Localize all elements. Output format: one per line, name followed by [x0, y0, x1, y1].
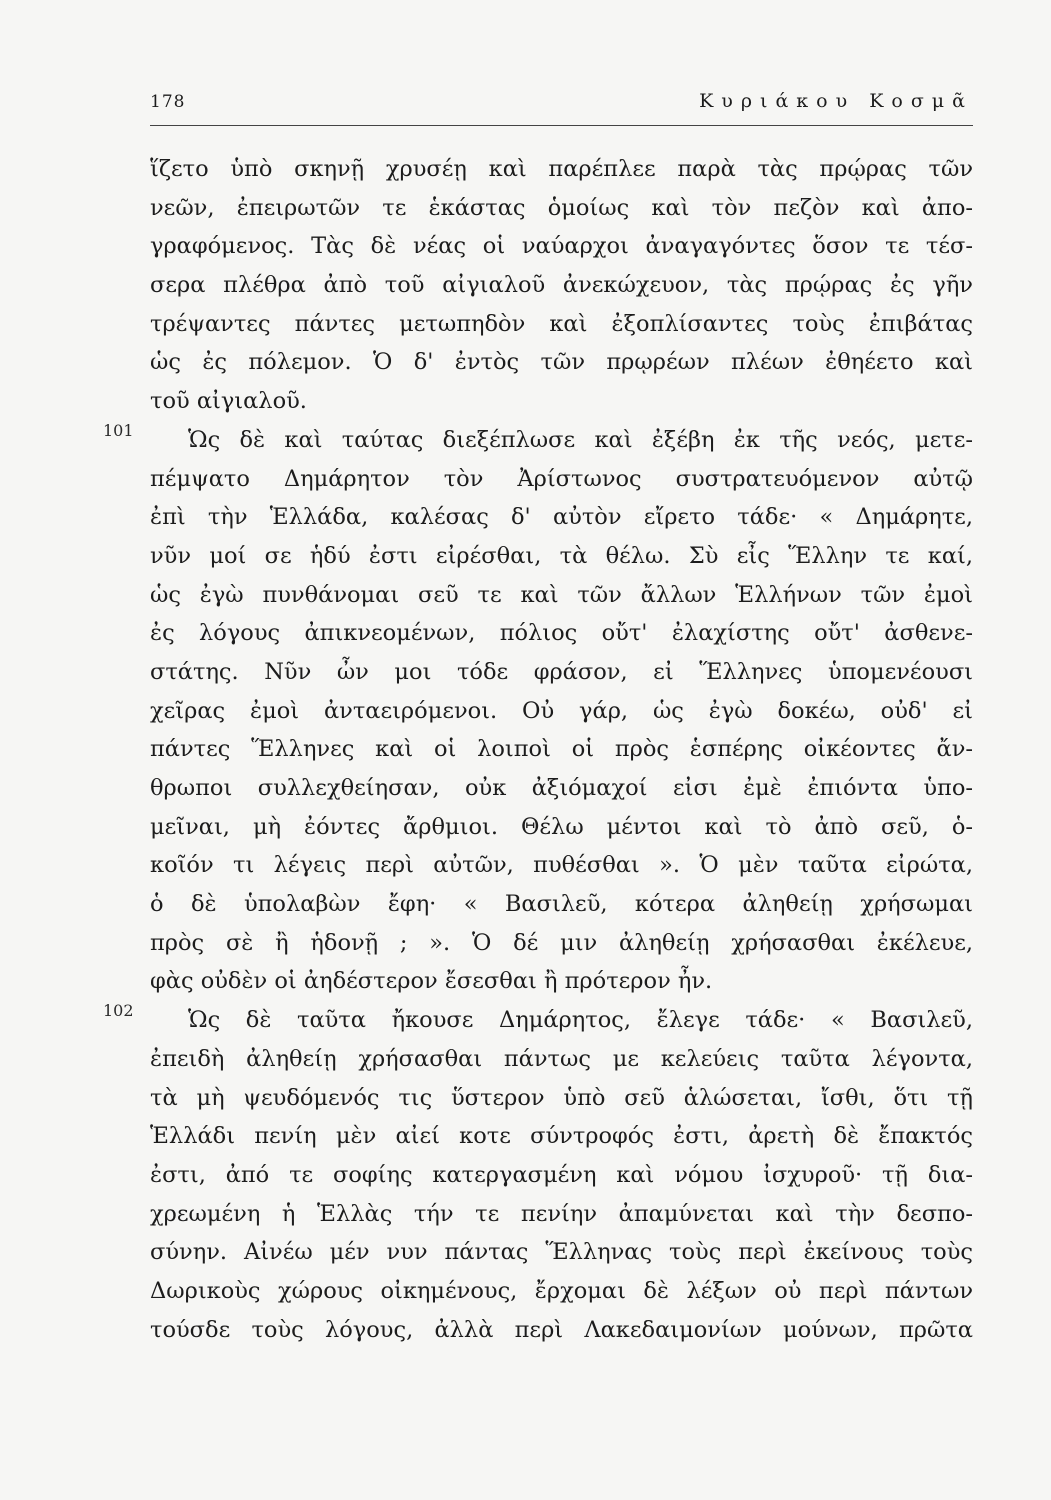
text-line: Ὡς δὲ καὶ ταύτας διεξέπλωσε καὶ ἐξέβη ἐκ τῆς νεός, μετε-: [188, 426, 973, 453]
header-rule: [150, 125, 973, 126]
text-line: Δωρικοὺς χώρους οἰκημένους, ἔρχομαι δὲ λέξων οὐ περὶ πάντων: [150, 1277, 973, 1304]
text-line: ἐς λόγους ἀπικνεομένων, πόλιος οὔτ' ἐλαχίστης οὔτ' ἀσθενε-: [150, 620, 973, 647]
paragraph-102: [103, 1001, 973, 1349]
page-header: [150, 88, 973, 124]
body-text: [103, 150, 973, 1349]
page-number: 178: [150, 92, 186, 112]
text-line: φὰς οὐδὲν οἱ ἀηδέστερον ἔσεσθαι ἢ πρότερον ἦν.: [150, 968, 713, 995]
paragraph-101: [103, 420, 973, 1001]
text-line: τρέψαντες πάντες μετωπηδὸν καὶ ἐξοπλίσαντες τοὺς ἐπιβάτας: [150, 310, 973, 337]
text-line: ἐπειδὴ ἀληθείῃ χρήσασθαι πάντως με κελεύεις ταῦτα λέγοντα,: [150, 1045, 973, 1072]
text-line: τοῦ αἰγιαλοῦ.: [150, 388, 307, 415]
text-line: πάντες Ἕλληνες καὶ οἱ λοιποὶ οἱ πρὸς ἑσπέρης οἰκέοντες ἄν-: [150, 736, 973, 763]
text-line: τὰ μὴ ψευδόμενός τις ὕστερον ὑπὸ σεῦ ἁλώσεται, ἴσθι, ὅτι τῇ: [150, 1084, 973, 1111]
text-line: ὡς ἐγὼ πυνθάνομαι σεῦ τε καὶ τῶν ἄλλων Ἑλλήνων τῶν ἐμοὶ: [150, 581, 973, 608]
text-line: τούσδε τοὺς λόγους, ἀλλὰ περὶ Λακεδαιμονίων μούνων, πρῶτα: [150, 1316, 973, 1343]
text-line: Ὡς δὲ ταῦτα ἤκουσε Δημάρητος, ἔλεγε τάδε· « Βασιλεῦ,: [188, 1007, 973, 1034]
text-line: ἐπὶ τὴν Ἑλλάδα, καλέσας δ' αὐτὸν εἴρετο τάδε· « Δημάρητε,: [150, 504, 973, 531]
text-line: χεῖρας ἐμοὶ ἀνταειρόμενοι. Οὐ γάρ, ὡς ἐγὼ δοκέω, οὐδ' εἰ: [150, 697, 973, 724]
text-line: σύνην. Αἰνέω μέν νυν πάντας Ἕλληνας τοὺς περὶ ἐκείνους τοὺς: [150, 1239, 973, 1266]
margin-number: 102: [103, 1001, 134, 1021]
text-line: χρεωμένη ἡ Ἑλλὰς τήν τε πενίην ἀπαμύνεται καὶ τὴν δεσπο-: [150, 1200, 973, 1227]
text-line: ὁ δὲ ὑπολαβὼν ἔφη· « Βασιλεῦ, κότερα ἀληθείῃ χρήσωμαι: [150, 891, 973, 918]
text-line: στάτης. Νῦν ὦν μοι τόδε φράσον, εἰ Ἕλληνες ὑπομενέουσι: [150, 658, 973, 685]
text-line: θρωποι συλλεχθείησαν, οὐκ ἀξιόμαχοί εἰσι ἐμὲ ἐπιόντα ὑπο-: [150, 775, 973, 801]
text-line: γραφόμενος. Τὰς δὲ νέας οἱ ναύαρχοι ἀναγαγόντες ὅσον τε τέσ-: [150, 233, 973, 260]
text-line: ὡς ἐς πόλεμον. Ὁ δ' ἐντὸς τῶν πρῳρέων πλέων ἐθηέετο καὶ: [150, 349, 973, 376]
margin-number: 101: [103, 420, 134, 440]
text-line: νεῶν, ἐπειρωτῶν τε ἑκάστας ὁμοίως καὶ τὸν πεζὸν καὶ ἀπο-: [150, 194, 973, 221]
text-line: μεῖναι, μὴ ἐόντες ἄρθμιοι. Θέλω μέντοι καὶ τὸ ἀπὸ σεῦ, ὁ-: [150, 813, 973, 840]
text-line: κοῖόν τι λέγεις περὶ αὐτῶν, πυθέσθαι ». Ὁ μὲν ταῦτα εἰρώτα,: [150, 852, 973, 879]
text-line: νῦν μοί σε ἡδύ ἐστι εἰρέσθαι, τὰ θέλω. Σὺ εἶς Ἕλλην τε καί,: [150, 542, 973, 569]
text-line: ἵζετο ὑπὸ σκηνῇ χρυσέῃ καὶ παρέπλεε παρὰ τὰς πρῴρας τῶν: [150, 156, 973, 182]
running-head: Κυριάκου Κοσμᾶ: [699, 90, 973, 112]
text-line: Ἑλλάδι πενίη μὲν αἰεί κοτε σύντροφός ἐστι, ἀρετὴ δὲ ἔπακτός: [150, 1123, 973, 1150]
text-line: σερα πλέθρα ἀπὸ τοῦ αἰγιαλοῦ ἀνεκώχευον, τὰς πρῴρας ἐς γῆν: [150, 272, 973, 299]
text-line: πρὸς σὲ ἢ ἡδονῇ ; ». Ὁ δέ μιν ἀληθείῃ χρήσασθαι ἐκέλευε,: [150, 929, 973, 956]
text-line: ἐστι, ἀπό τε σοφίης κατεργασμένη καὶ νόμου ἰσχυροῦ· τῇ δια-: [150, 1161, 973, 1188]
text-line: πέμψατο Δημάρητον τὸν Ἀρίστωνος συστρατευόμενον αὐτῷ: [150, 465, 973, 492]
paragraph-continuation: [150, 150, 973, 421]
